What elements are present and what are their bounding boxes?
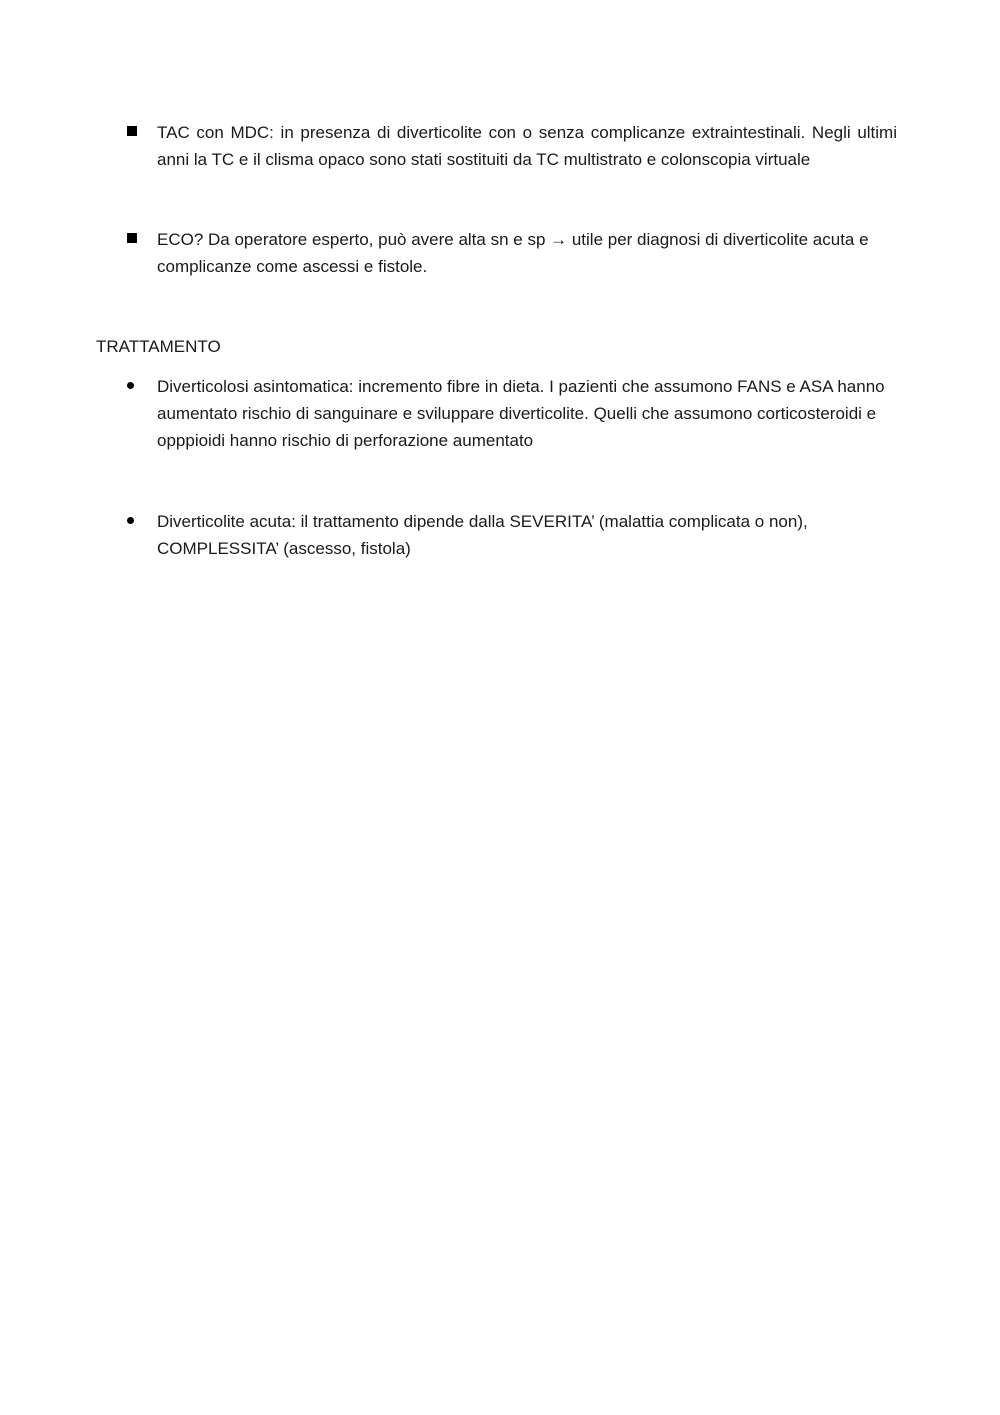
section-heading: TRATTAMENTO xyxy=(96,337,221,356)
square-bullet-icon xyxy=(127,233,137,243)
square-bullet-icon xyxy=(127,126,137,136)
list-item-diverticolosi: Diverticolosi asintomatica: incremento fibre in dieta. I pazienti che assumono FANS e ASA hanno aumentato rischio di sanguinare e sviluppare diverticolite. Quelli che assumono corticosteroidi e opppioidi hanno rischio di perforazione aumentato xyxy=(157,377,885,450)
round-bullet-icon xyxy=(127,517,134,524)
list-item-tac: TAC con MDC: in presenza di diverticolite con o senza complicanze extraintestinali. Negli ultimi anni la TC e il clisma opaco sono stati sostituiti da TC multistrato e colonscopia virtuale xyxy=(157,123,897,169)
list-item-diverticolite: Diverticolite acuta: il trattamento dipende dalla SEVERITA’ (malattia complicata o non), COMPLESSITA’ (ascesso, fistola) xyxy=(157,512,808,558)
list-item-eco: ECO? Da operatore esperto, può avere alta sn e sp → utile per diagnosi di diverticolite acuta e complicanze come ascessi e fistole. xyxy=(157,230,869,276)
round-bullet-icon xyxy=(127,382,134,389)
